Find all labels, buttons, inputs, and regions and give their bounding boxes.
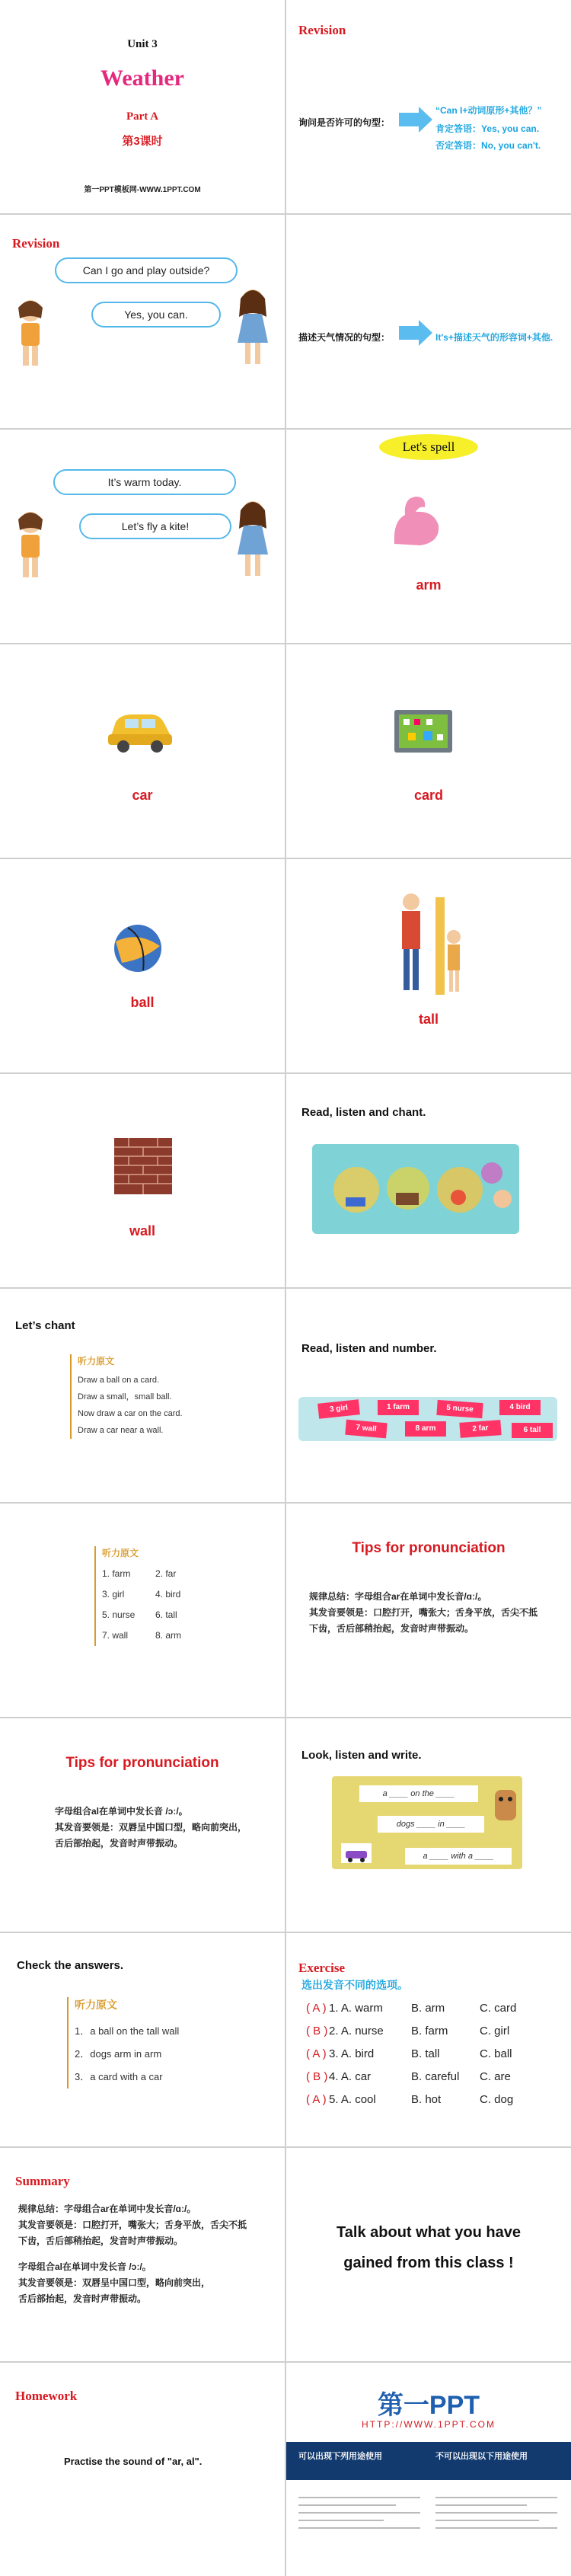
- listening-title: 听力原文: [75, 1999, 117, 2011]
- option-c: C. are: [480, 2070, 511, 2083]
- pattern-line: It's+描述天气的形容词+其他.: [435, 332, 553, 343]
- tip-line: 下齿，舌后部稍抬起，发音时声带振动。: [309, 1623, 474, 1634]
- chant-line: Draw a car near a wall.: [78, 1426, 164, 1435]
- dog-icon: [492, 1784, 519, 1827]
- word-tile: 4 bird: [499, 1400, 541, 1415]
- option-b: B. careful: [411, 2070, 460, 2083]
- slide-check-answers[interactable]: [0, 1933, 285, 2146]
- tip-line: 舌后部抬起，发音时声带振动。: [55, 1838, 183, 1849]
- listening-title: 听力原文: [78, 1356, 115, 1366]
- ppt-url[interactable]: HTTP://WWW.1PPT.COM: [362, 2419, 496, 2430]
- site-label: 第一PPT模板网-WWW.1PPT.COM: [84, 186, 201, 194]
- exercise-row[interactable]: [306, 2002, 516, 2015]
- slide-read-chant[interactable]: [286, 1074, 571, 1287]
- closing-line: Talk about what you have: [337, 2224, 521, 2241]
- unit-label: Unit 3: [127, 38, 158, 50]
- answer-mark: ( B ): [306, 2070, 328, 2083]
- answer-line: 2．dogs arm in arm: [75, 2048, 162, 2060]
- vocab-word: tall: [418, 1012, 439, 1027]
- ball-icon: [113, 923, 163, 973]
- part-label: Part A: [126, 110, 159, 123]
- slide-lets-chant[interactable]: [0, 1289, 285, 1502]
- vocab-word: ball: [130, 995, 155, 1010]
- slide-heading: Homework: [15, 2389, 78, 2403]
- word-item: 6. tall: [155, 1609, 177, 1620]
- pattern-label: 询问是否许可的句型：: [298, 117, 391, 128]
- option-c: C. ball: [480, 2047, 512, 2060]
- exercise-row[interactable]: [306, 2093, 513, 2106]
- slide-vocab-car[interactable]: [0, 644, 285, 858]
- slide-summary[interactable]: [0, 2148, 285, 2361]
- chant-line: Draw a ball on a card.: [78, 1376, 159, 1385]
- option-c: C. card: [480, 2002, 517, 2015]
- tip-line: 规律总结：字母组合ar在单词中发长音/ɑː/。: [309, 1591, 487, 1602]
- tip-line: 其发音要领是：口腔打开，嘴张大；舌身平放，舌尖不抵: [309, 1607, 538, 1618]
- girl-figure-icon: [233, 286, 273, 370]
- card-icon: [393, 708, 454, 754]
- answer-mark: ( B ): [306, 2025, 328, 2037]
- slide-vocab-ball[interactable]: [0, 859, 285, 1072]
- ppt-logo: 第一PPT: [377, 2391, 480, 2420]
- slide-tips-al[interactable]: [0, 1718, 285, 1932]
- allowed-use-list: [298, 2491, 420, 2567]
- word-item: 7. wall: [102, 1630, 129, 1641]
- option-b: B. tall: [411, 2047, 440, 2060]
- blank-line[interactable]: dogs ____ in ____: [378, 1816, 484, 1833]
- option-c: C. girl: [480, 2025, 510, 2037]
- option-c: C. dog: [480, 2093, 514, 2106]
- girl-figure-icon: [11, 297, 50, 370]
- pattern-line: “Can I+动词原形+其他？”: [435, 105, 542, 116]
- word-strip: [298, 1397, 557, 1441]
- slide-heading: Revision: [12, 236, 60, 251]
- exercise-row[interactable]: [306, 2047, 512, 2060]
- slide-heading: Summary: [15, 2174, 70, 2188]
- car-card-icon: [340, 1842, 373, 1865]
- vocab-word: arm: [416, 577, 442, 593]
- word-tile: 5 nurse: [436, 1400, 483, 1418]
- option-a: 1. A. warm: [329, 2002, 383, 2015]
- answer-mark: ( A ): [306, 2093, 327, 2106]
- slide-look-write[interactable]: [286, 1718, 571, 1932]
- car-icon: [105, 705, 175, 754]
- option-b: B. farm: [411, 2025, 448, 2037]
- negative-answer: 否定答语：No, you can't.: [435, 140, 541, 151]
- arm-muscle-icon: [390, 491, 443, 550]
- slide-heading: Tips for pronunciation: [352, 1540, 506, 1556]
- blank-line[interactable]: a ____ with a ____: [405, 1848, 512, 1865]
- word-tile: 3 girl: [317, 1399, 360, 1419]
- exercise-row[interactable]: [306, 2025, 509, 2037]
- speech-bubble: Yes, you can.: [91, 302, 221, 328]
- allowed-use-label: 可以出现下列用途使用: [298, 2452, 382, 2461]
- speech-bubble: It’s warm today.: [53, 469, 236, 495]
- brick-wall-icon: [114, 1138, 172, 1194]
- summary-line: 规律总结：字母组合ar在单词中发长音/ɑː/。: [18, 2204, 196, 2214]
- word-item: 2. far: [155, 1568, 177, 1579]
- slide-spell-arm[interactable]: [286, 430, 571, 643]
- girl-figure-icon: [233, 498, 273, 582]
- slide-exercise[interactable]: [286, 1933, 571, 2146]
- option-a: 2. A. nurse: [329, 2025, 384, 2037]
- vocab-word: card: [413, 788, 444, 803]
- arrow-icon: [399, 107, 432, 133]
- slide-heading: Read, listen and number.: [301, 1342, 437, 1355]
- listening-title: 听力原文: [102, 1548, 139, 1558]
- usage-banner: [286, 2442, 571, 2480]
- word-tile: 7 wall: [345, 1420, 388, 1439]
- answer-mark: ( A ): [306, 2047, 327, 2060]
- listening-text-box: [94, 1546, 209, 1646]
- vocab-word: car: [132, 788, 153, 803]
- slide-talk-about[interactable]: [286, 2148, 571, 2361]
- slide-ppt-branding[interactable]: [286, 2363, 571, 2576]
- slide-vocab-card[interactable]: [286, 644, 571, 858]
- listening-text-box: [70, 1354, 183, 1439]
- pattern-label: 描述天气情况的句型：: [298, 332, 391, 343]
- slide-revision-permission[interactable]: [286, 0, 571, 213]
- slide-title[interactable]: [0, 0, 285, 213]
- option-b: B. arm: [411, 2002, 445, 2015]
- summary-line: 其发音要领是：口腔打开，嘴张大；舌身平放，舌尖不抵: [18, 2220, 247, 2230]
- write-exercise-card: [332, 1776, 522, 1869]
- summary-line: 字母组合al在单词中发长音 /ɔː/。: [18, 2261, 152, 2272]
- slide-read-number[interactable]: [286, 1289, 571, 1502]
- slide-heading: Revision: [298, 23, 346, 37]
- forbidden-use-label: 不可以出现以下用途使用: [435, 2452, 528, 2461]
- chant-line: Draw a small，small ball.: [78, 1392, 172, 1401]
- word-tile: 2 far: [459, 1420, 501, 1438]
- speech-bubble: Let’s fly a kite!: [79, 513, 231, 539]
- tip-line: 字母组合al在单词中发长音 /ɔː/。: [55, 1806, 188, 1817]
- vocab-word: wall: [129, 1223, 155, 1238]
- summary-line: 舌后部抬起，发音时声带振动。: [18, 2293, 147, 2304]
- exercise-row[interactable]: [306, 2070, 511, 2083]
- word-item: 4. bird: [155, 1589, 181, 1600]
- slide-listening-words[interactable]: [0, 1504, 285, 1717]
- arrow-icon: [399, 320, 432, 346]
- option-a: 5. A. cool: [329, 2093, 376, 2106]
- answer-line: 1．a ball on the tall wall: [75, 2025, 180, 2037]
- blank-line[interactable]: a ____ on the ____: [359, 1785, 478, 1802]
- answer-line: 3．a card with a car: [75, 2071, 163, 2082]
- word-tile: 6 tall: [512, 1423, 553, 1438]
- closing-line: gained from this class !: [343, 2255, 514, 2271]
- word-item: 5. nurse: [102, 1609, 136, 1620]
- slide-weather-pattern[interactable]: [286, 215, 571, 428]
- option-a: 4. A. car: [329, 2070, 372, 2083]
- word-tile: 8 arm: [405, 1421, 446, 1437]
- slide-heading: Check the answers.: [17, 1959, 124, 1972]
- lets-spell-badge: Let's spell: [379, 434, 478, 460]
- word-item: 1. farm: [102, 1568, 131, 1579]
- word-tile: 1 farm: [378, 1400, 419, 1415]
- positive-answer: 肯定答语：Yes, you can.: [435, 123, 540, 134]
- chant-line: Now draw a car on the card.: [78, 1409, 183, 1418]
- slide-vocab-wall[interactable]: [0, 1074, 285, 1287]
- slide-heading: Tips for pronunciation: [65, 1755, 219, 1771]
- slide-heading: Look, listen and write.: [301, 1749, 422, 1762]
- slide-heading: Let’s chant: [15, 1319, 75, 1332]
- slide-weather-dialogue[interactable]: [0, 430, 285, 643]
- slide-homework[interactable]: [0, 2363, 285, 2576]
- tall-people-icon: [388, 890, 464, 996]
- slide-vocab-tall[interactable]: [286, 859, 571, 1072]
- tip-line: 其发音要领是：双唇呈中国口型，略向前突出，: [55, 1822, 247, 1833]
- slide-heading: Exercise: [298, 1961, 346, 1975]
- answer-mark: ( A ): [306, 2002, 327, 2015]
- word-item: 3. girl: [102, 1589, 125, 1600]
- forbidden-use-list: [435, 2491, 557, 2567]
- summary-line: 其发音要领是：双唇呈中国口型，略向前突出，: [18, 2277, 211, 2288]
- slide-heading: Read, listen and chant.: [301, 1106, 426, 1119]
- chant-picture-icon: [312, 1144, 519, 1234]
- slide-tips-ar[interactable]: [286, 1504, 571, 1717]
- lesson-title: Weather: [100, 66, 184, 91]
- option-b: B. hot: [411, 2093, 442, 2106]
- word-item: 8. arm: [155, 1630, 182, 1641]
- summary-line: 下齿，舌后部稍抬起，发音时声带振动。: [18, 2236, 183, 2246]
- lesson-number: 第3课时: [122, 135, 163, 148]
- listening-text-box: [67, 1997, 179, 2089]
- option-a: 3. A. bird: [329, 2047, 375, 2060]
- girl-figure-icon: [11, 509, 50, 582]
- exercise-instruction: 选出发音不同的选项。: [301, 1979, 408, 1991]
- speech-bubble: Can I go and play outside?: [55, 257, 238, 283]
- slide-revision-dialogue[interactable]: [0, 215, 285, 428]
- homework-text: Practise the sound of "ar, al".: [64, 2456, 203, 2467]
